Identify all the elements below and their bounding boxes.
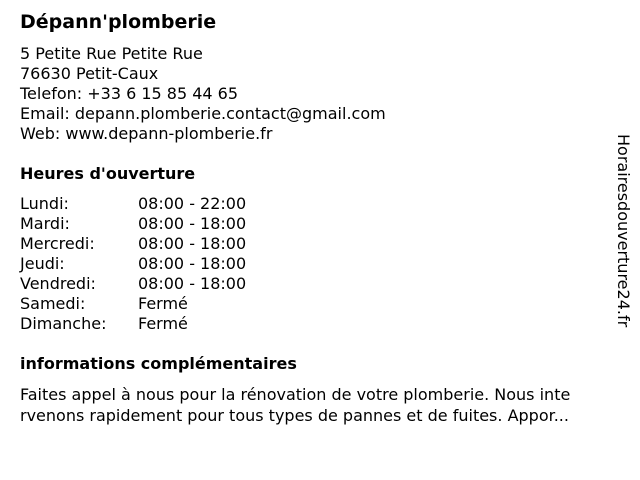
hours-day: Mercredi: [20,234,95,253]
hours-time: 08:00 - 18:00 [138,234,247,253]
opening-hours-heading: Heures d'ouverture [20,164,196,183]
additional-info-text [20,384,616,426]
contact-block [20,44,386,144]
hours-time: 08:00 - 18:00 [138,274,247,293]
address-line-1: 5 Petite Rue Petite Rue [20,44,203,63]
email-text: Email: depann.plomberie.contact@gmail.com [20,104,386,123]
address-line-2: 76630 Petit-Caux [20,64,159,83]
site-watermark: Horairesdouverture24.fr [614,134,633,328]
additional-info-heading: informations complémentaires [20,354,297,373]
additional-info-line-2: rvenons rapidement pour tous types de pannes et de fuites. Appor... [20,406,569,425]
hours-day: Samedi: [20,294,86,313]
website-text: Web: www.depann-plomberie.fr [20,124,273,143]
hours-day: Jeudi: [20,254,65,273]
hours-time: 08:00 - 18:00 [138,214,247,233]
additional-info-line-1: Faites appel à nous pour la rénovation de votre plomberie. Nous inte [20,385,571,404]
hours-time: Fermé [138,294,188,313]
hours-day: Lundi: [20,194,69,213]
hours-time: 08:00 - 22:00 [138,194,247,213]
hours-day: Mardi: [20,214,70,233]
hours-time: Fermé [138,314,188,333]
hours-day: Dimanche: [20,314,107,333]
hours-day: Vendredi: [20,274,96,293]
phone-text: Telefon: +33 6 15 85 44 65 [20,84,239,103]
business-name: Dépann'plomberie [20,11,217,33]
hours-time: 08:00 - 18:00 [138,254,247,273]
